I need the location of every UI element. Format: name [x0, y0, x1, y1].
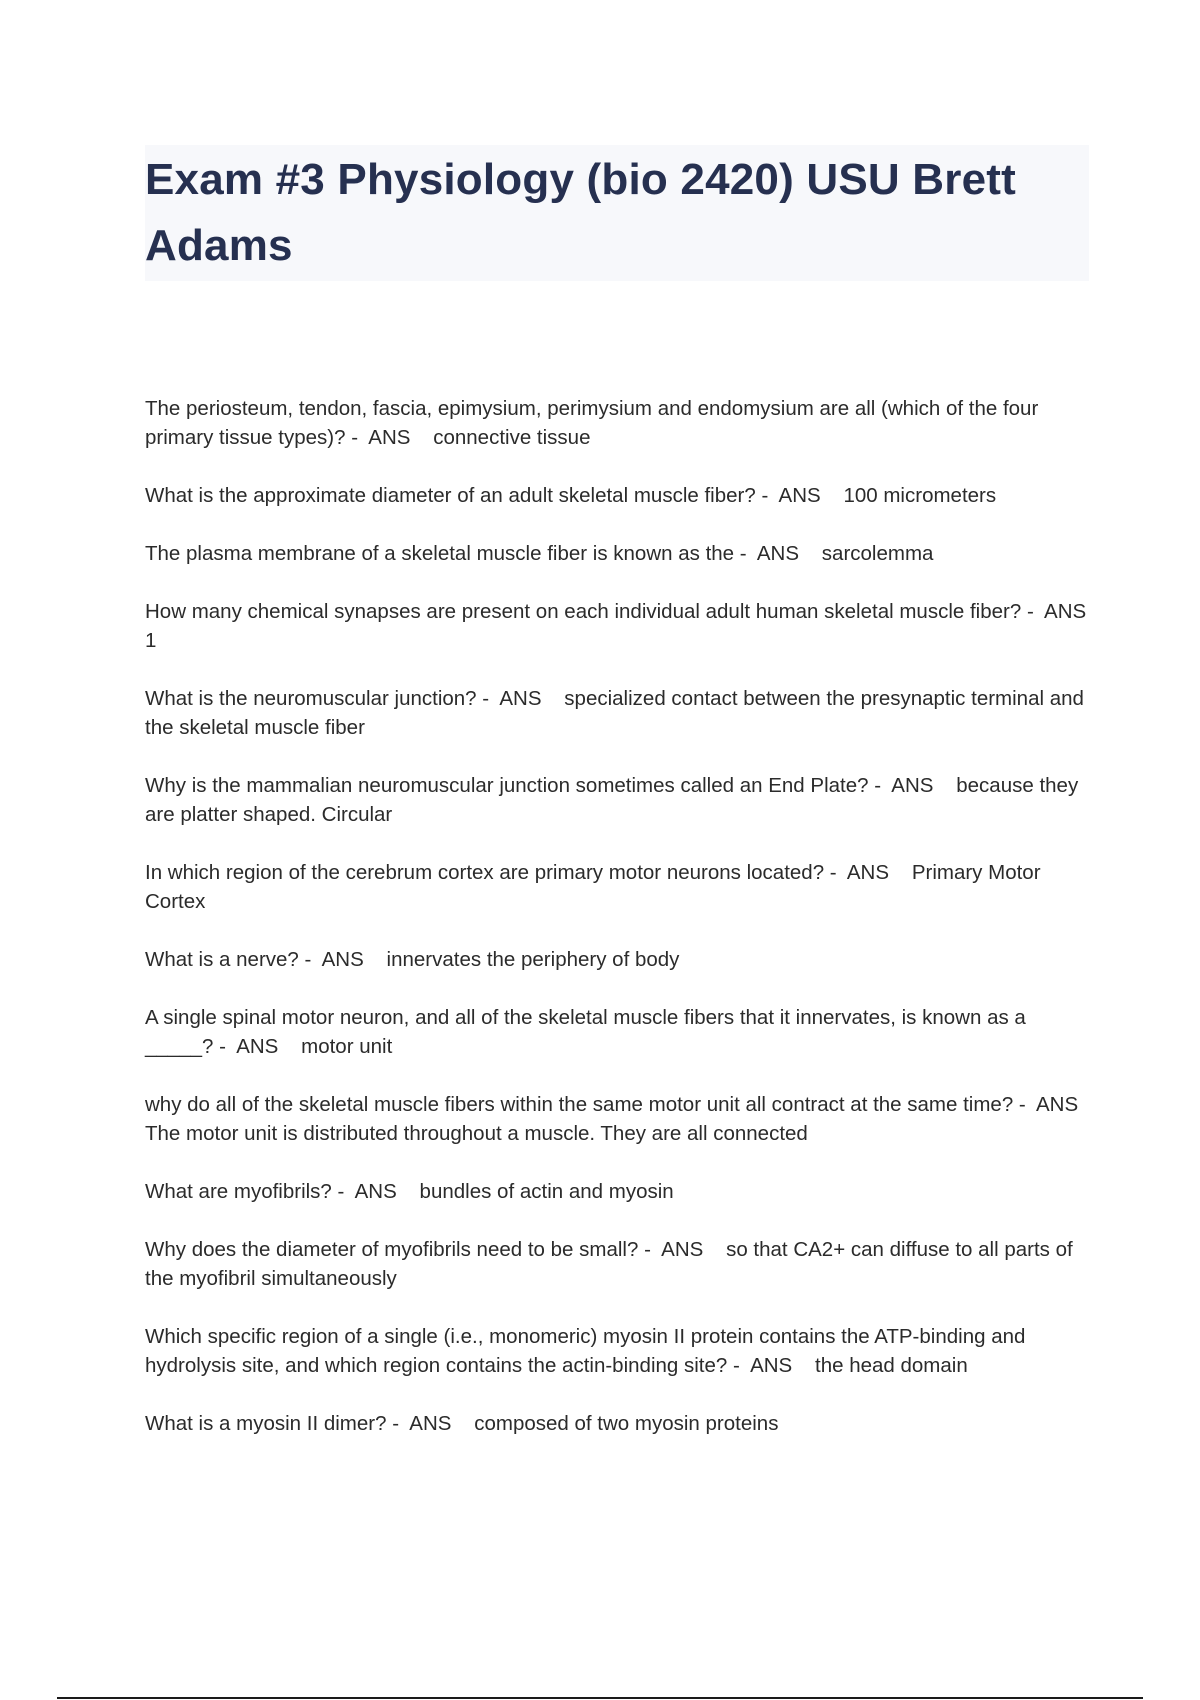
- qa-item: What is the neuromuscular junction? - ANS specialized contact between the presynaptic terminal and the skeletal muscle fiber: [145, 687, 1090, 739]
- qa-item: Why does the diameter of myofibrils need to be small? - ANS so that CA2+ can diffuse to all parts of the myofibril simultaneously: [145, 1238, 1079, 1290]
- qa-item: Why is the mammalian neuromuscular junction sometimes called an End Plate? - ANS because they are platter shaped. Circular: [145, 774, 1084, 826]
- qa-item: What is the approximate diameter of an adult skeletal muscle fiber? - ANS 100 micrometers: [145, 484, 997, 507]
- qa-item: A single spinal motor neuron, and all of the skeletal muscle fibers that it innervates, is known as a _____? - ANS motor unit: [145, 1006, 1032, 1058]
- qa-item: What are myofibrils? - ANS bundles of actin and myosin: [145, 1180, 674, 1203]
- page-title: Exam #3 Physiology (bio 2420) USU Brett Adams: [145, 155, 1016, 270]
- qa-item: What is a nerve? - ANS innervates the periphery of body: [145, 948, 680, 971]
- qa-list: [145, 394, 1109, 1467]
- qa-item: why do all of the skeletal muscle fibers within the same motor unit all contract at the same time? - ANS The motor unit is distributed throughout a muscle. They are all connected: [145, 1093, 1101, 1145]
- footer-divider: [57, 1697, 1143, 1699]
- qa-item: How many chemical synapses are present on each individual adult human skeletal muscle fiber? - ANS 1: [145, 600, 1109, 652]
- qa-item: The plasma membrane of a skeletal muscle fiber is known as the - ANS sarcolemma: [145, 542, 934, 565]
- qa-item: In which region of the cerebrum cortex are primary motor neurons located? - ANS Primary Motor Cortex: [145, 861, 1047, 913]
- title-banner: [145, 145, 1089, 281]
- qa-item: The periosteum, tendon, fascia, epimysium, perimysium and endomysium are all (which of the four primary tissue types)? - ANS connective tissue: [145, 397, 1044, 449]
- qa-item: What is a myosin II dimer? - ANS composed of two myosin proteins: [145, 1412, 779, 1435]
- qa-item: Which specific region of a single (i.e., monomeric) myosin II protein contains the ATP-binding and hydrolysis site, and which region contains the actin-binding site? - ANS the head domain: [145, 1325, 1032, 1377]
